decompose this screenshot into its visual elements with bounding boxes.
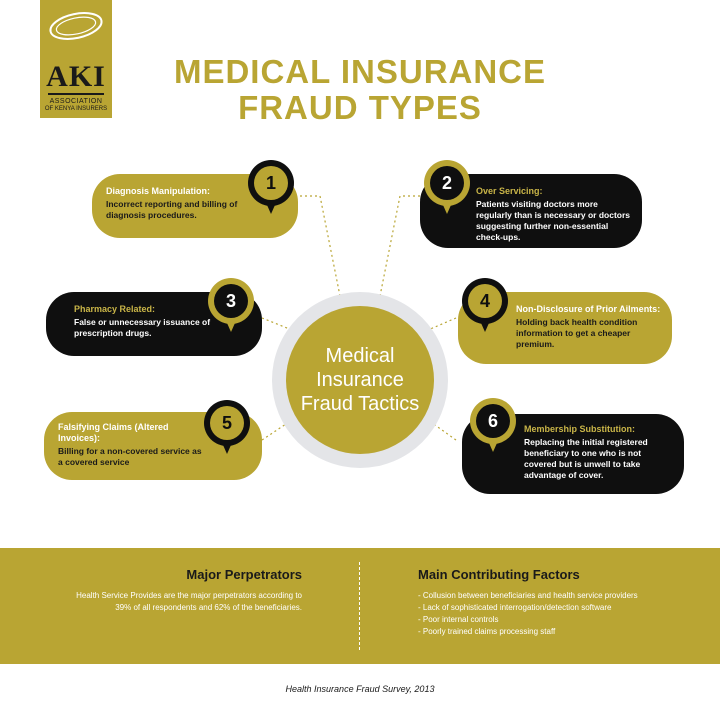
factor-item: - Collusion between beneficiaries and health service providers [418, 591, 638, 600]
tactic-number: 2 [430, 166, 464, 200]
center-circle [286, 306, 434, 454]
tactic-number: 1 [254, 166, 288, 200]
tactic-heading: Falsifying Claims (Altered Invoices): [58, 422, 169, 443]
tactic-heading: Pharmacy Related: [74, 304, 156, 314]
tactic-marker-2 [424, 160, 470, 216]
tactic-heading: Non-Disclosure of Prior Ailments: [516, 304, 661, 314]
tactic-marker-3 [208, 278, 254, 334]
factor-item: - Poor internal controls [418, 615, 499, 624]
factor-item: - Lack of sophisticated interrogation/detection software [418, 603, 612, 612]
perpetrators-text: Health Service Provides are the major perpetrators according to 39% of all respondents and 62% of the beneficiaries. [76, 591, 302, 612]
tactic-body: Patients visiting doctors more regularly than is necessary or doctors suggesting further non-essential check-ups. [476, 199, 631, 242]
summary-divider [359, 562, 360, 650]
factor-item: - Poorly trained claims processing staff [418, 627, 556, 636]
tactic-marker-5 [204, 400, 250, 456]
tactic-number: 6 [476, 404, 510, 438]
perpetrators-title: Major Perpetrators [186, 567, 302, 582]
logo-line2: OF KENYA INSURERS [44, 106, 108, 112]
tactic-body: Replacing the initial registered beneficiary to one who is not covered but is unwell to take advantage of cover. [524, 437, 648, 480]
tactic-number: 4 [468, 284, 502, 318]
tactic-number: 3 [214, 284, 248, 318]
tactic-marker-1 [248, 160, 294, 216]
logo-mark: AKI [46, 60, 106, 93]
tactic-heading: Membership Substitution: [524, 424, 635, 434]
logo-line1: ASSOCIATION [49, 98, 103, 105]
tactic-body: Holding back health condition information to get a cheaper premium. [516, 317, 638, 349]
tactic-heading: Over Servicing: [476, 186, 543, 196]
tactic-marker-6 [470, 398, 516, 454]
page-title-line1: MEDICAL INSURANCE [173, 53, 547, 90]
tactic-body: Incorrect reporting and billing of diagnosis procedures. [106, 199, 238, 220]
tactic-body: Billing for a non-covered service as a covered service [58, 446, 202, 467]
tactic-heading: Diagnosis Manipulation: [106, 186, 211, 196]
page-title-line2: FRAUD TYPES [238, 89, 482, 126]
tactic-body: False or unnecessary issuance of prescription drugs. [74, 317, 211, 338]
center-label: Medical Insurance Fraud Tactics [300, 345, 420, 415]
tactic-marker-4 [462, 278, 508, 334]
source-footer: Health Insurance Fraud Survey, 2013 [285, 684, 435, 694]
factors-list [418, 590, 708, 638]
tactic-number: 5 [210, 406, 244, 440]
factors-title: Main Contributing Factors [418, 567, 580, 582]
